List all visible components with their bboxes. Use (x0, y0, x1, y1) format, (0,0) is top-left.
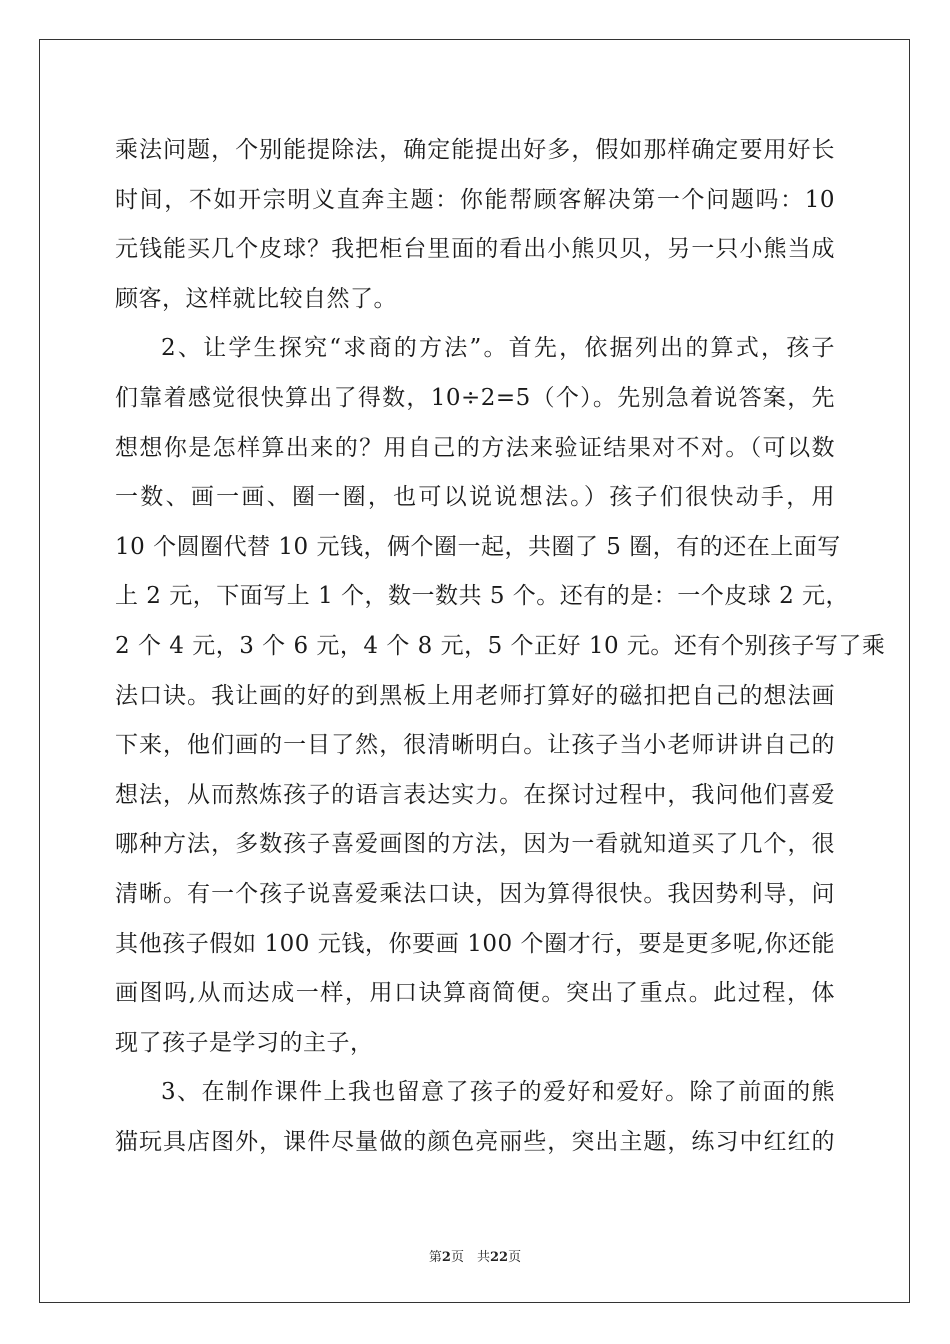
footer-suffix: 页 (508, 1250, 522, 1265)
text-line: 一数、画一画、圈一圈，也可以说说想法。）孩子们很快动手，用 (115, 484, 835, 511)
text-line: 10 个圆圈代替 10 元钱，俩个圈一起，共圈了 5 圈，有的还在上面写 (115, 533, 841, 560)
text-line: 元钱能买几个皮球？我把柜台里面的看出小熊贝贝，另一只小熊当成 (115, 236, 835, 263)
text-line: 画图吗,从而达成一样，用口诀算商简便。突出了重点。此过程，体 (115, 980, 835, 1007)
text-line: 顾客，这样就比较自然了。 (115, 285, 397, 312)
total-page-count: 22 (489, 1250, 509, 1265)
text-line: 时间，不如开宗明义直奔主题：你能帮顾客解决第一个问题吗：10 (115, 186, 835, 213)
text-line: 清晰。有一个孩子说喜爱乘法口诀，因为算得很快。我因势利导，问 (115, 880, 835, 907)
text-line: 想法，从而熬炼孩子的语言表达实力。在探讨过程中，我问他们喜爱 (115, 781, 835, 808)
text-line: 2、让学生探究“求商的方法”。首先，依据列出的算式，孩子 (161, 335, 835, 362)
page-footer (0, 1246, 950, 1265)
text-line: 乘法问题，个别能提除法，确定能提出好多，假如那样确定要用好长 (115, 137, 835, 163)
text-line: 哪种方法，多数孩子喜爱画图的方法，因为一看就知道买了几个，很 (115, 831, 835, 858)
text-line: 下来，他们画的一目了然，很清晰明白。让孩子当小老师讲讲自己的 (115, 732, 835, 759)
text-line: 3、在制作课件上我也留意了孩子的爱好和爱好。除了前面的熊 (161, 1079, 835, 1106)
footer-prefix: 第 (428, 1250, 442, 1265)
text-line: 们靠着感觉很快算出了得数，10÷2=5（个）。先别急着说答案，先 (115, 384, 835, 411)
text-line: 上 2 元，下面写上 1 个，数一数共 5 个。还有的是：一个皮球 2 元， (115, 583, 850, 610)
text-line: 其他孩子假如 100 元钱，你要画 100 个圈才行，要是更多呢,你还能 (115, 930, 835, 957)
footer-middle: 页 共 (450, 1250, 490, 1265)
text-line: 2 个 4 元，3 个 6 元，4 个 8 元，5 个正好 10 元。还有个别孩子写了乘 (115, 632, 886, 659)
text-line: 法口诀。我让画的好的到黑板上用老师打算好的磁扣把自己的想法画 (115, 682, 835, 709)
text-line: 现了孩子是学习的主子， (115, 1029, 374, 1056)
document-body (115, 130, 886, 1171)
text-line: 猫玩具店图外，课件尽量做的颜色亮丽些，突出主题，练习中红红的 (115, 1128, 835, 1155)
text-line: 想想你是怎样算出来的？用自己的方法来验证结果对不对。（可以数 (115, 434, 835, 461)
current-page-number: 2 (441, 1250, 451, 1265)
